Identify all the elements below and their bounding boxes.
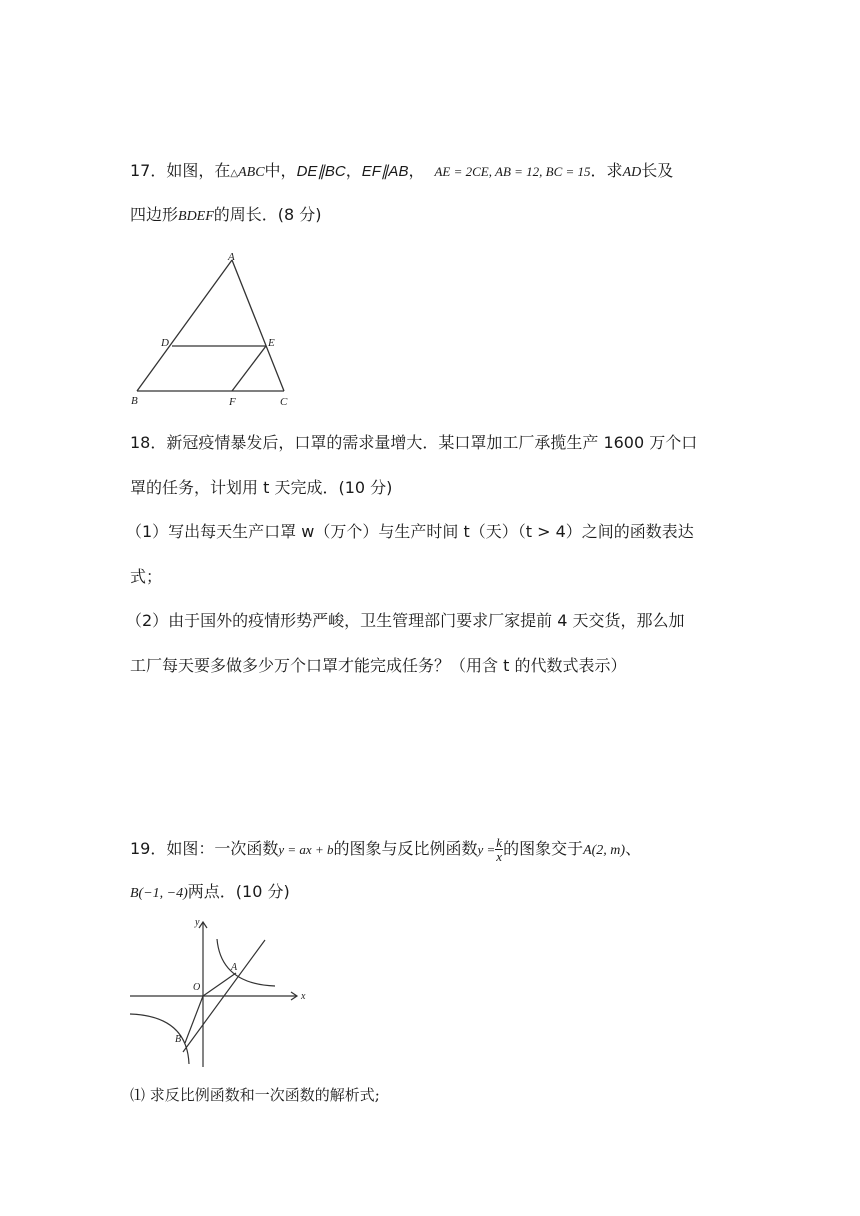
label-f: F [229,396,236,408]
label-b: B [175,1034,182,1045]
q17-ad: AD [622,165,642,180]
hyperbola-branch-1 [217,939,275,986]
q17-intro: 如图，在 [166,161,231,180]
q19-fraction: $\frac{k}{x}$ [496,835,503,864]
q18-line1: 18．新冠疫情暴发后，口罩的需求量增大．某口罩加工厂承揽生产 1600 万个口 [130,433,698,452]
q18-line6: 工厂每天要多做多少万个口罩才能完成任务？（用含 t 的代数式表示） [130,656,627,675]
side-ac [232,260,284,391]
segment-ob [185,996,203,1043]
q17-parallel-2: EF∥AB [361,163,409,180]
q18-line5: （2）由于国外的疫情形势严峻，卫生管理部门要求厂家提前 4 天交货，那么加 [126,611,685,630]
q17-line1: 17．如图，在△ABC中，DE∥BC，EF∥AB， AE = 2CE, AB = 12, BC = 15．求AD长及 [130,161,674,180]
segment-oa [203,973,236,996]
label-y: y [195,917,200,928]
side-ab [137,260,232,391]
q17-given: AE = 2CE, AB = 12, BC = 15 [434,164,591,179]
q18-line2: 罩的任务，计划用 t 天完成．(10 分) [130,478,393,497]
function-graph-figure [125,912,310,1072]
q17-number: 17． [130,161,167,180]
segment-ef [232,346,266,391]
q19-line2: B(−1, −4)两点．(10 分) [130,882,290,901]
q18-line3: （1）写出每天生产口罩 w（万个）与生产时间 t（天）（t > 4）之间的函数表达 [126,522,694,541]
q17-parallel-1: DE∥BC [296,163,346,180]
q19-sub1: ⑴ 求反比例函数和一次函数的解析式; [130,1086,380,1104]
q17-line2: 四边形BDEF的周长．(8 分) [130,205,322,224]
q19-line1: 19．如图：一次函数y = ax + b的图象与反比例函数y = $\frac{k}{x}$ 的图象交于A(2, m)、 [130,835,642,864]
q17-triangle: ABC [238,165,265,180]
q19-point-b: B(−1, −4) [130,886,188,901]
label-b: B [131,395,138,407]
label-x: x [301,991,306,1002]
label-a: A [231,962,238,973]
label-o: O [193,982,201,993]
triangle-symbol-icon: △ [230,168,239,179]
label-d: D [161,337,169,349]
q17-quad: BDEF [178,209,214,224]
triangle-figure [125,246,300,411]
label-c: C [280,396,288,408]
q19-linear-eq: y = ax + b [278,842,334,857]
label-a: A [228,251,235,263]
q18-line4: 式； [130,567,163,586]
q19-point-a: A(2, m) [583,843,626,858]
label-e: E [268,337,275,349]
